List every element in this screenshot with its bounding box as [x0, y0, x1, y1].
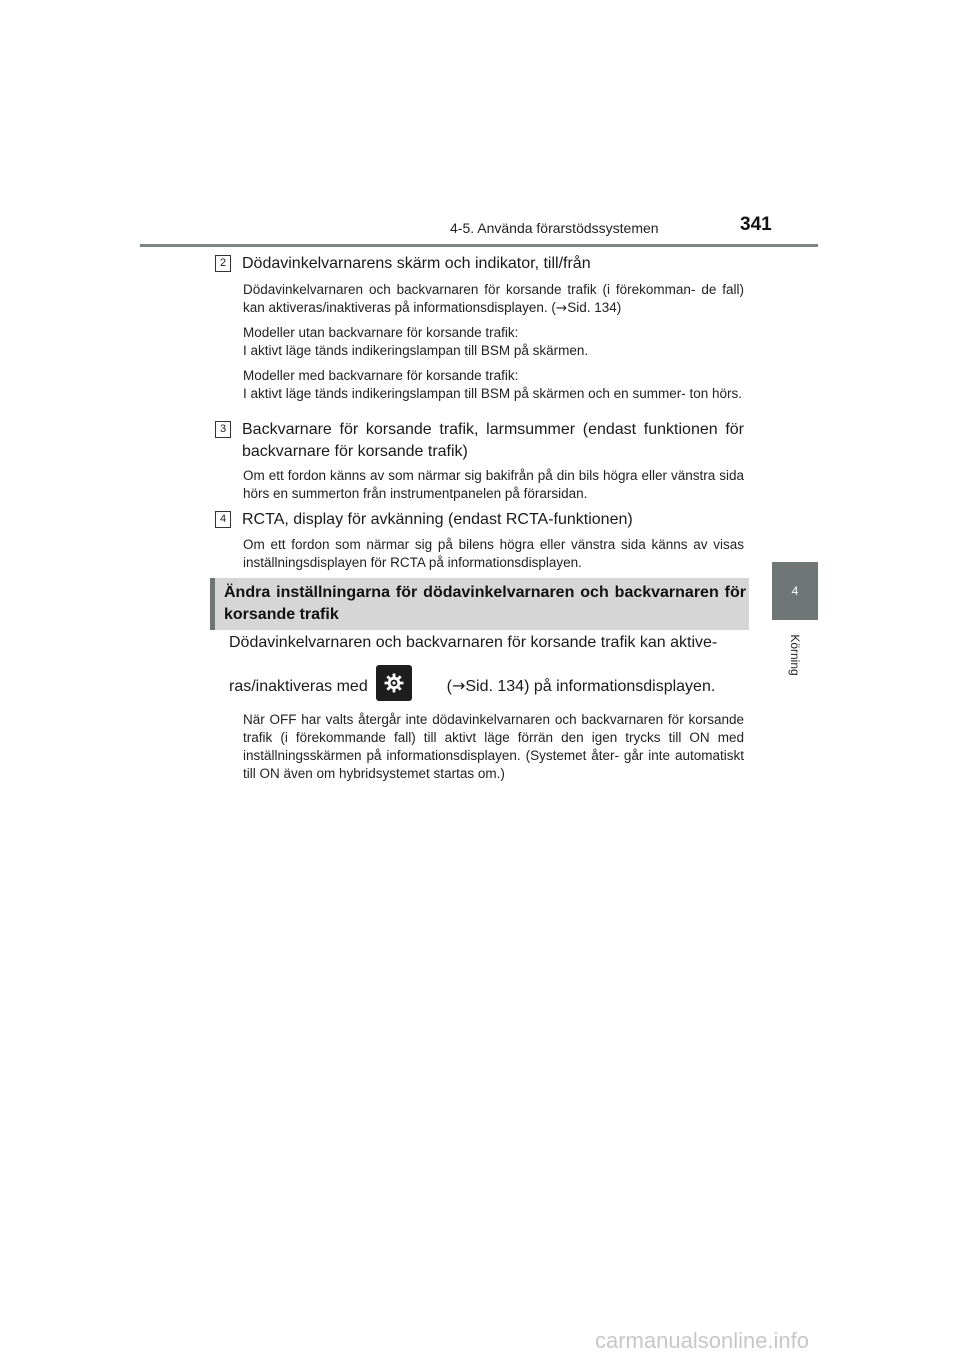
paragraph: Om ett fordon känns av som närmar sig bakifrån på din bils högra eller vänstra sida hörs en summerton från instrumentpanelen på förarsidan. [243, 468, 744, 501]
lead-text-line: Dödavinkelvarnaren och backvarnaren för korsande trafik kan aktive- [229, 634, 718, 651]
paragraph: Om ett fordon som närmar sig på bilens högra eller vänstra sida känns av visas inställningsdisplayen för RCTA på informationsdisplayen. [243, 537, 744, 570]
chapter-tab: 4 [772, 562, 818, 620]
section-bar-accent [210, 578, 215, 630]
arrow-right-icon: → [555, 300, 568, 316]
paragraph-text: Dödavinkelvarnaren och backvarnaren för korsande trafik (i förekomman- de fall) kan aktiveras/inaktiveras på informationsdisplayen. ( [243, 282, 744, 315]
watermark: carmanualsonline.info [595, 1328, 810, 1353]
paragraph: Modeller utan backvarnare för korsande trafik: [243, 325, 519, 340]
item-heading: Backvarnare för korsande trafik, larmsummer (endast funktionen för backvarnare för korsande trafik) [242, 421, 744, 460]
paragraph [243, 281, 744, 317]
settings-gear-icon [376, 665, 412, 701]
item-heading: Dödavinkelvarnarens skärm och indikator, till/från [242, 255, 591, 272]
item-body [243, 467, 744, 510]
gear-icon [382, 671, 406, 695]
lead-text-part: ( [446, 678, 452, 695]
item-body [243, 536, 744, 579]
page-number: 341 [740, 214, 772, 235]
paragraph: Modeller med backvarnare för korsande trafik: [243, 368, 519, 383]
page-reference-link[interactable]: Sid. 134) på informationsdisplayen. [465, 678, 716, 695]
paragraph: I aktivt läge tänds indikeringslampan till BSM på skärmen och en summer- ton hörs. [243, 386, 742, 401]
paragraph: I aktivt läge tänds indikeringslampan till BSM på skärmen. [243, 343, 589, 358]
header-rule [140, 244, 818, 247]
item-number-badge: 2 [215, 255, 231, 272]
lead-text-part: ras/inaktiveras med [229, 678, 368, 695]
lead-text-line [229, 676, 744, 696]
section-heading: Ändra inställningarna för dödavinkelvarnaren och backvarnaren för korsande trafik [224, 584, 746, 623]
note-paragraph: När OFF har valts återgår inte dödavinkelvarnaren och backvarnaren för korsande trafik (i förekommande fall) till aktivt läge förrän den igen trycks till ON med inställningsskärmen på informationsdisplayen. (Systemet åter- går inte automatiskt till ON även om hybridsystemet startas om.) [243, 712, 744, 781]
page-reference-link[interactable]: Sid. 134) [567, 300, 622, 315]
item-number-badge: 3 [215, 421, 231, 438]
item-heading: RCTA, display för avkänning (endast RCTA-funktionen) [242, 511, 633, 528]
section-heading-bar [210, 578, 749, 630]
arrow-right-icon: → [451, 676, 466, 695]
running-header: 4-5. Använda förarstödssystemen [450, 220, 659, 236]
item-number-badge: 4 [215, 511, 231, 528]
item-body [243, 281, 744, 410]
chapter-label: Körning [788, 634, 802, 676]
